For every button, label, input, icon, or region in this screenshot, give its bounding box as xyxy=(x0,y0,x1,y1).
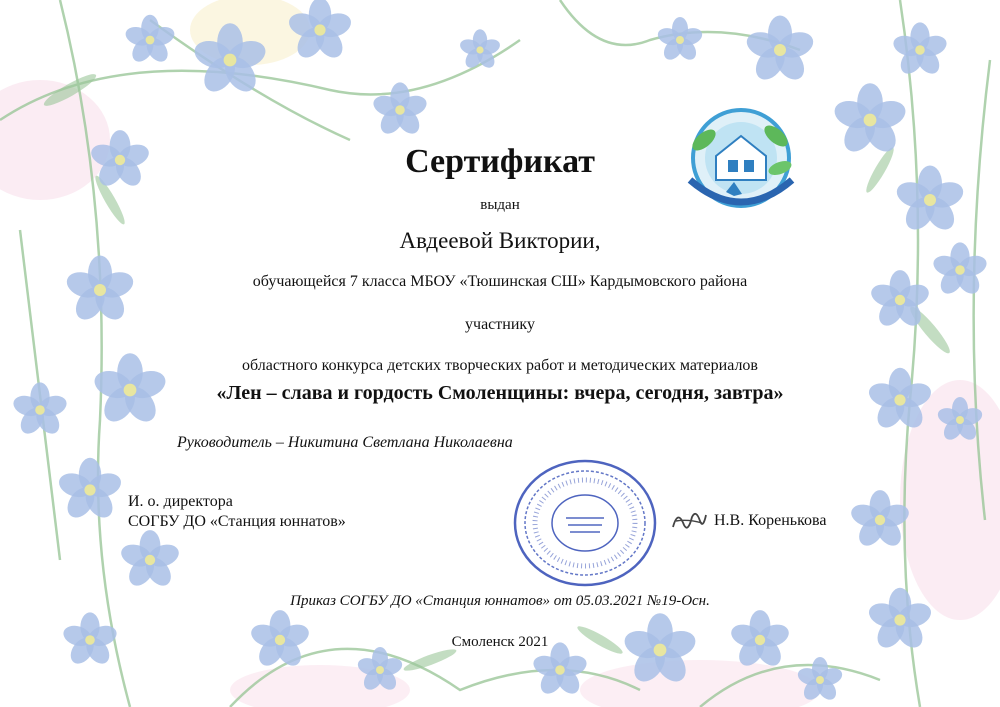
participant-label: участнику xyxy=(465,316,535,333)
director-title-line1: И. о. директора xyxy=(128,493,233,510)
handwritten-signature xyxy=(670,505,708,537)
director-title-line2: СОГБУ ДО «Станция юннатов» xyxy=(128,513,346,530)
round-seal xyxy=(510,458,660,588)
contest-description: областного конкурса детских творческих работ и методических материалов xyxy=(242,357,758,374)
signatory-name: Н.В. Коренькова xyxy=(714,512,827,529)
recipient-name: Авдеевой Виктории, xyxy=(399,228,601,253)
order-reference: Приказ СОГБУ ДО «Станция юннатов» от 05.03.2021 №19-Осн. xyxy=(290,593,710,609)
city-year: Смоленск 2021 xyxy=(451,634,549,650)
supervisor-line: Руководитель – Никитина Светлана Николаевна xyxy=(177,434,513,451)
contest-name: «Лен – слава и гордость Смоленщины: вчера, сегодня, завтра» xyxy=(216,382,784,404)
director-title xyxy=(128,492,346,532)
school-info: обучающейся 7 класса МБОУ «Тюшинская СШ» Кардымовского района xyxy=(252,273,748,290)
issued-label: выдан xyxy=(480,197,520,213)
certificate-title: Сертификат xyxy=(405,143,595,180)
